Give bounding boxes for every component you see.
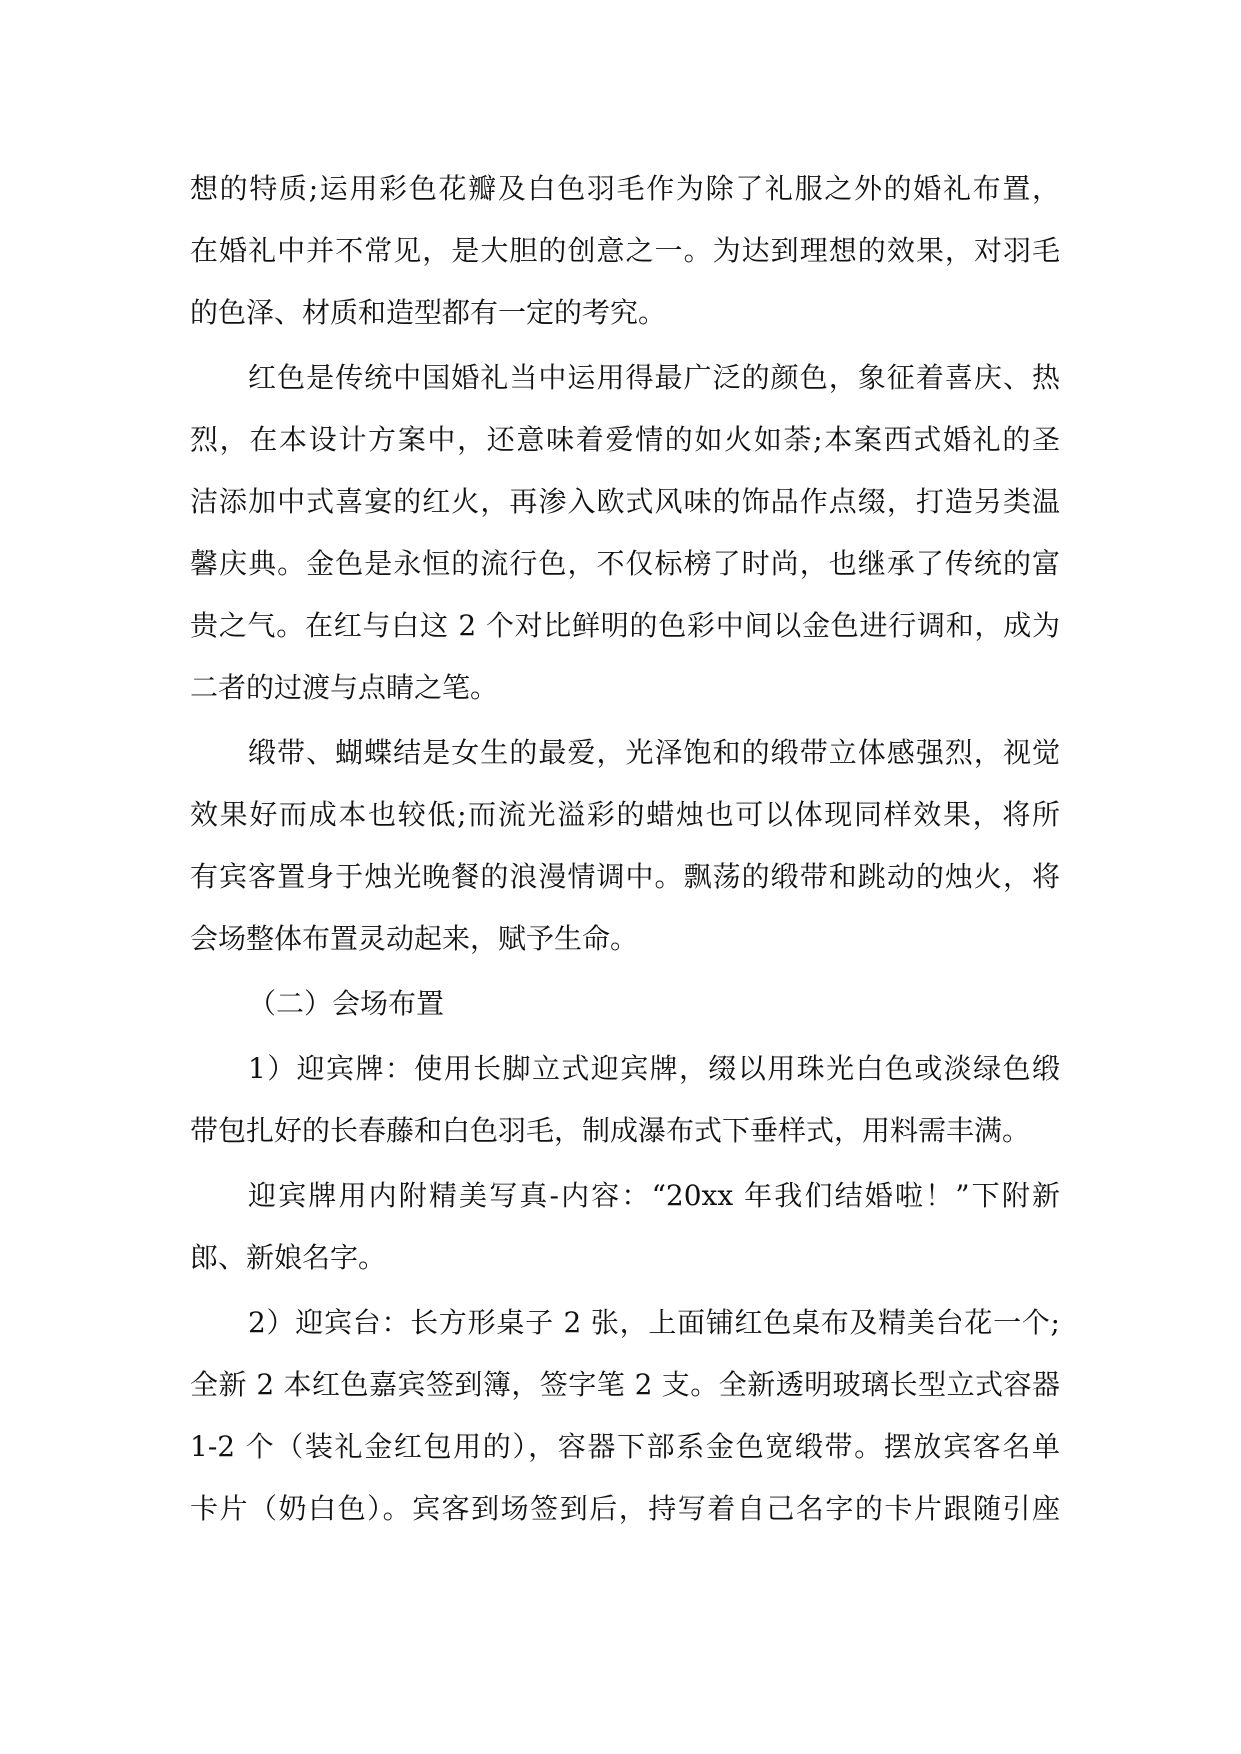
text-line: 想的特质;运用彩色花瓣及白色羽毛作为除了礼服之外的婚礼布置， bbox=[190, 172, 1060, 205]
text-line: 缎带、蝴蝶结是女生的最爱，光泽饱和的缎带立体感强烈，视觉 bbox=[248, 736, 1060, 769]
text-line: 迎宾牌用内附精美写真-内容：“20xx 年我们结婚啦！”下附新 bbox=[248, 1179, 1060, 1212]
text-line: 2）迎宾台：长方形桌子 2 张，上面铺红色桌布及精美台花一个; bbox=[248, 1306, 1060, 1339]
text-line: 卡片（奶白色）。宾客到场签到后，持写着自己名字的卡片跟随引座 bbox=[190, 1492, 1060, 1525]
document-body bbox=[190, 158, 1060, 1540]
paragraph bbox=[190, 1165, 1060, 1289]
text-line: 全新 2 本红色嘉宾签到簿，签字笔 2 支。全新透明玻璃长型立式容器 bbox=[190, 1368, 1060, 1401]
text-line: 的色泽、材质和造型都有一定的考究。 bbox=[190, 296, 667, 329]
text-line: 洁添加中式喜宴的红火，再渗入欧式风味的饰品作点缀，打造另类温 bbox=[190, 485, 1060, 518]
text-line: 二者的过渡与点睛之笔。 bbox=[190, 671, 499, 704]
text-line: 馨庆典。金色是永恒的流行色，不仅标榜了时尚，也继承了传统的富 bbox=[190, 547, 1060, 580]
text-line: 有宾客置身于烛光晚餐的浪漫情调中。飘荡的缎带和跳动的烛火，将 bbox=[190, 860, 1060, 893]
paragraph bbox=[190, 1038, 1060, 1162]
text-line: 1-2 个（装礼金红包用的），容器下部系金色宽缎带。摆放宾客名单 bbox=[190, 1430, 1060, 1463]
text-line: 效果好而成本也较低;而流光溢彩的蜡烛也可以体现同样效果，将所 bbox=[190, 798, 1060, 831]
section-heading bbox=[190, 973, 1060, 1035]
paragraph bbox=[190, 1292, 1060, 1540]
text-line: 在婚礼中并不常见，是大胆的创意之一。为达到理想的效果，对羽毛 bbox=[190, 234, 1060, 267]
text-line: 贵之气。在红与白这 2 个对比鲜明的色彩中间以金色进行调和，成为 bbox=[190, 609, 1060, 642]
text-line: 1）迎宾牌：使用长脚立式迎宾牌，缀以用珠光白色或淡绿色缎 bbox=[248, 1052, 1060, 1085]
paragraph bbox=[190, 158, 1060, 344]
text-line: 带包扎好的长春藤和白色羽毛，制成瀑布式下垂样式，用料需丰满。 bbox=[190, 1114, 1031, 1147]
text-line: 红色是传统中国婚礼当中运用得最广泛的颜色，象征着喜庆、热 bbox=[248, 361, 1060, 394]
text-line: 烈，在本设计方案中，还意味着爱情的如火如荼;本案西式婚礼的圣 bbox=[190, 423, 1060, 456]
paragraph bbox=[190, 347, 1060, 719]
text-line: （二）会场布置 bbox=[248, 987, 445, 1020]
paragraph bbox=[190, 722, 1060, 970]
text-line: 会场整体布置灵动起来，赋予生命。 bbox=[190, 922, 639, 955]
text-line: 郎、新娘名字。 bbox=[190, 1241, 387, 1274]
